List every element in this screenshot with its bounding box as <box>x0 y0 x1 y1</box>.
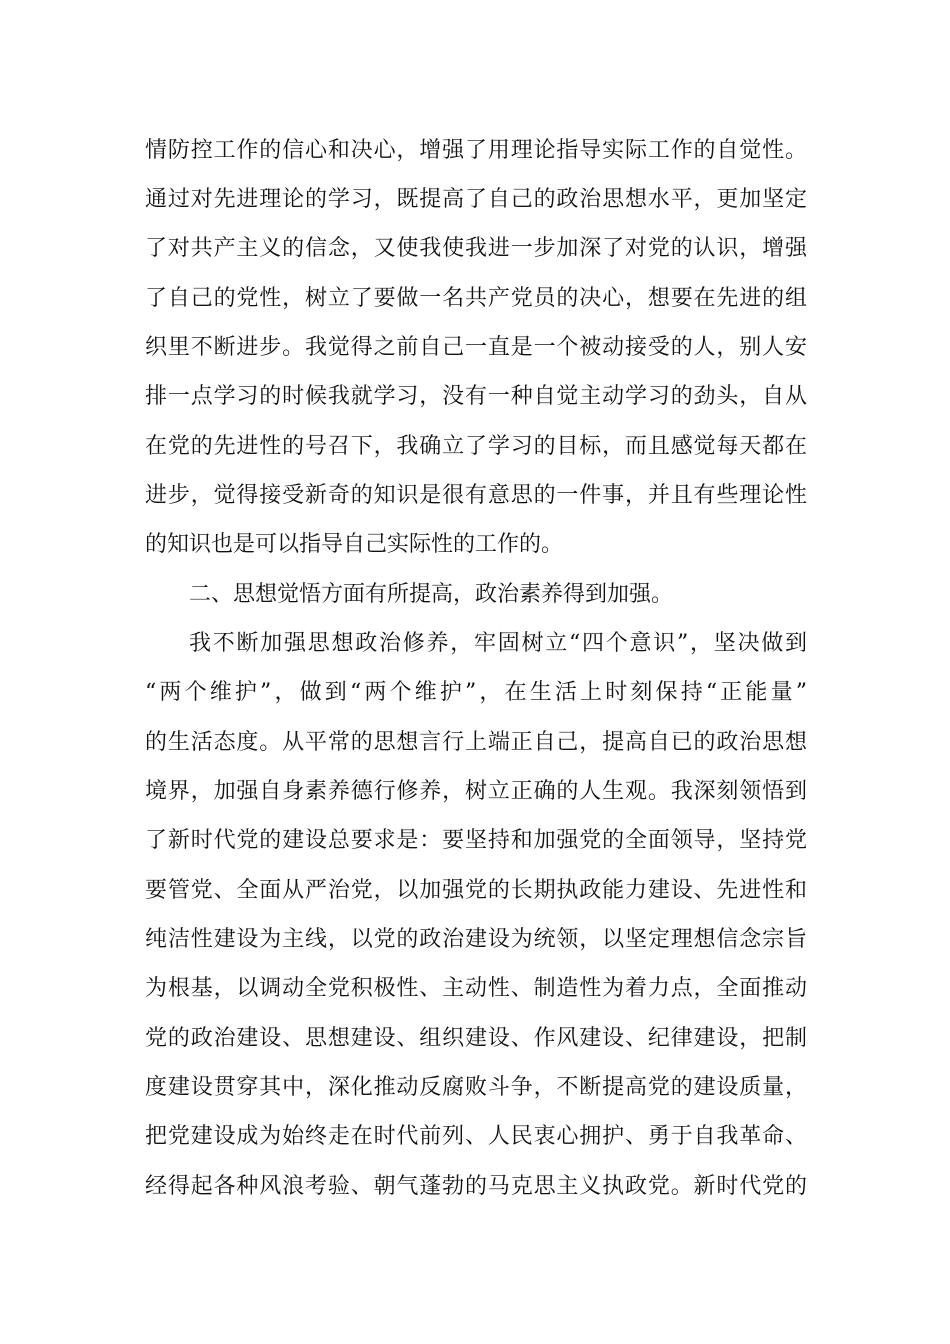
text-line: 了自己的党性，树立了要做一名共产党员的决心，想要在先进的组 <box>145 286 807 311</box>
text-line: 情防控工作的信心和决心，增强了用理论指导实际工作的自觉性。 <box>145 138 807 163</box>
text-line: 在党的先进性的号召下，我确立了学习的目标，而且感觉每天都在 <box>145 434 807 459</box>
text-line: 党的政治建设、思想建设、组织建设、作风建设、纪律建设，把制 <box>145 1026 807 1051</box>
text-line: 度建设贯穿其中，深化推动反腐败斗争，不断提高党的建设质量， <box>145 1075 807 1100</box>
text-line: “两个维护”，做到“两个维护”，在生活上时刻保持“正能量” <box>145 680 807 705</box>
text-line: 的知识也是可以指导自己实际性的工作的。 <box>145 532 564 557</box>
text-line: 了对共产主义的信念，又使我使我进一步加深了对党的认识，增强 <box>145 236 807 261</box>
text-line: 进步，觉得接受新奇的知识是很有意思的一件事，并且有些理论性 <box>145 483 807 508</box>
text-line: 境界，加强自身素养德行修养，树立正确的人生观。我深刻领悟到 <box>145 779 807 804</box>
text-line: 通过对先进理论的学习，既提高了自己的政治思想水平，更加坚定 <box>145 187 807 212</box>
section-heading: 二、思想觉悟方面有所提高，政治素养得到加强。 <box>189 582 674 607</box>
text-line: 排一点学习的时候我就学习，没有一种自觉主动学习的劲头，自从 <box>145 384 807 409</box>
text-line: 要管党、全面从严治党，以加强党的长期执政能力建设、先进性和 <box>145 878 807 903</box>
text-line: 把党建设成为始终走在时代前列、人民衷心拥护、勇于自我革命、 <box>145 1124 807 1149</box>
text-line: 的生活态度。从平常的思想言行上端正自己，提高自已的政治思想 <box>145 730 807 755</box>
text-line: 了新时代党的建设总要求是：要坚持和加强党的全面领导，坚持党 <box>145 828 807 853</box>
text-line: 纯洁性建设为主线，以党的政治建设为统领，以坚定理想信念宗旨 <box>145 927 807 952</box>
text-line: 我不断加强思想政治修养，牢固树立“四个意识”，坚决做到 <box>189 631 807 656</box>
text-line: 织里不断进步。我觉得之前自己一直是一个被动接受的人，别人安 <box>145 335 807 360</box>
text-line: 经得起各种风浪考验、朝气蓬勃的马克思主义执政党。新时代党的 <box>145 1174 807 1199</box>
text-line: 为根基，以调动全党积极性、主动性、制造性为着力点，全面推动 <box>145 976 807 1001</box>
